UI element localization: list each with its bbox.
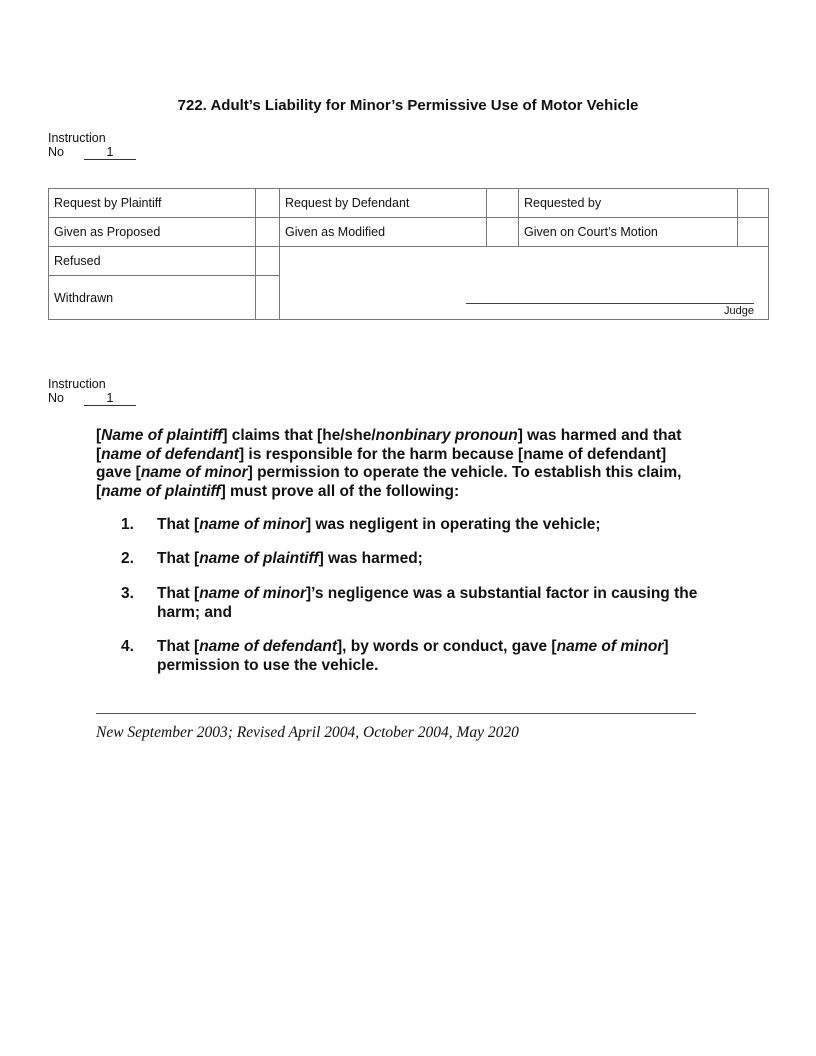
request-by-plaintiff-label: Request by Plaintiff [49, 189, 256, 218]
instruction-body [96, 427, 681, 501]
instruction-number-field[interactable]: 1 [84, 146, 136, 160]
body-line: [Name of plaintiff] claims that [he/she/nonbinary pronoun] was harmed and that [96, 427, 682, 444]
request-by-plaintiff-checkbox[interactable] [256, 189, 280, 218]
given-on-courts-motion-checkbox[interactable] [738, 218, 769, 247]
judge-label: Judge [724, 305, 754, 317]
page-title: 722. Adult’s Liability for Minor’s Permissive Use of Motor Vehicle [177, 97, 639, 114]
given-as-proposed-label: Given as Proposed [49, 218, 256, 247]
judge-signature-line[interactable] [466, 303, 754, 304]
given-on-courts-motion-label: Given on Court’s Motion [519, 218, 738, 247]
given-as-modified-checkbox[interactable] [487, 218, 519, 247]
instruction-disposition-table [48, 188, 769, 320]
instruction-label: Instruction [48, 131, 106, 145]
request-by-defendant-checkbox[interactable] [487, 189, 519, 218]
withdrawn-label: Withdrawn [49, 276, 256, 320]
instruction-number-block-2 [48, 377, 136, 406]
instruction-number-field[interactable]: 1 [84, 392, 136, 406]
requested-by-checkbox[interactable] [738, 189, 769, 218]
refused-label: Refused [49, 247, 256, 276]
body-line: [name of plaintiff] must prove all of the following: [96, 482, 460, 500]
revision-history: New September 2003; Revised April 2004, October 2004, May 2020 [96, 724, 519, 741]
no-label: No [48, 145, 64, 159]
requested-by-label: Requested by [519, 189, 738, 218]
given-as-proposed-checkbox[interactable] [256, 218, 280, 247]
body-line: [name of defendant] is responsible for the harm because [name of defendant] [96, 445, 667, 463]
no-label: No [48, 391, 64, 405]
given-as-modified-label: Given as Modified [280, 218, 487, 247]
divider [96, 713, 696, 714]
judge-signature-area [280, 247, 769, 320]
request-by-defendant-label: Request by Defendant [280, 189, 487, 218]
instruction-number-block [48, 131, 136, 160]
instruction-label: Instruction [48, 377, 106, 391]
body-line: gave [name of minor] permission to operate the vehicle. To establish this claim, [96, 464, 682, 481]
refused-checkbox[interactable] [256, 247, 280, 276]
withdrawn-checkbox[interactable] [256, 276, 280, 320]
